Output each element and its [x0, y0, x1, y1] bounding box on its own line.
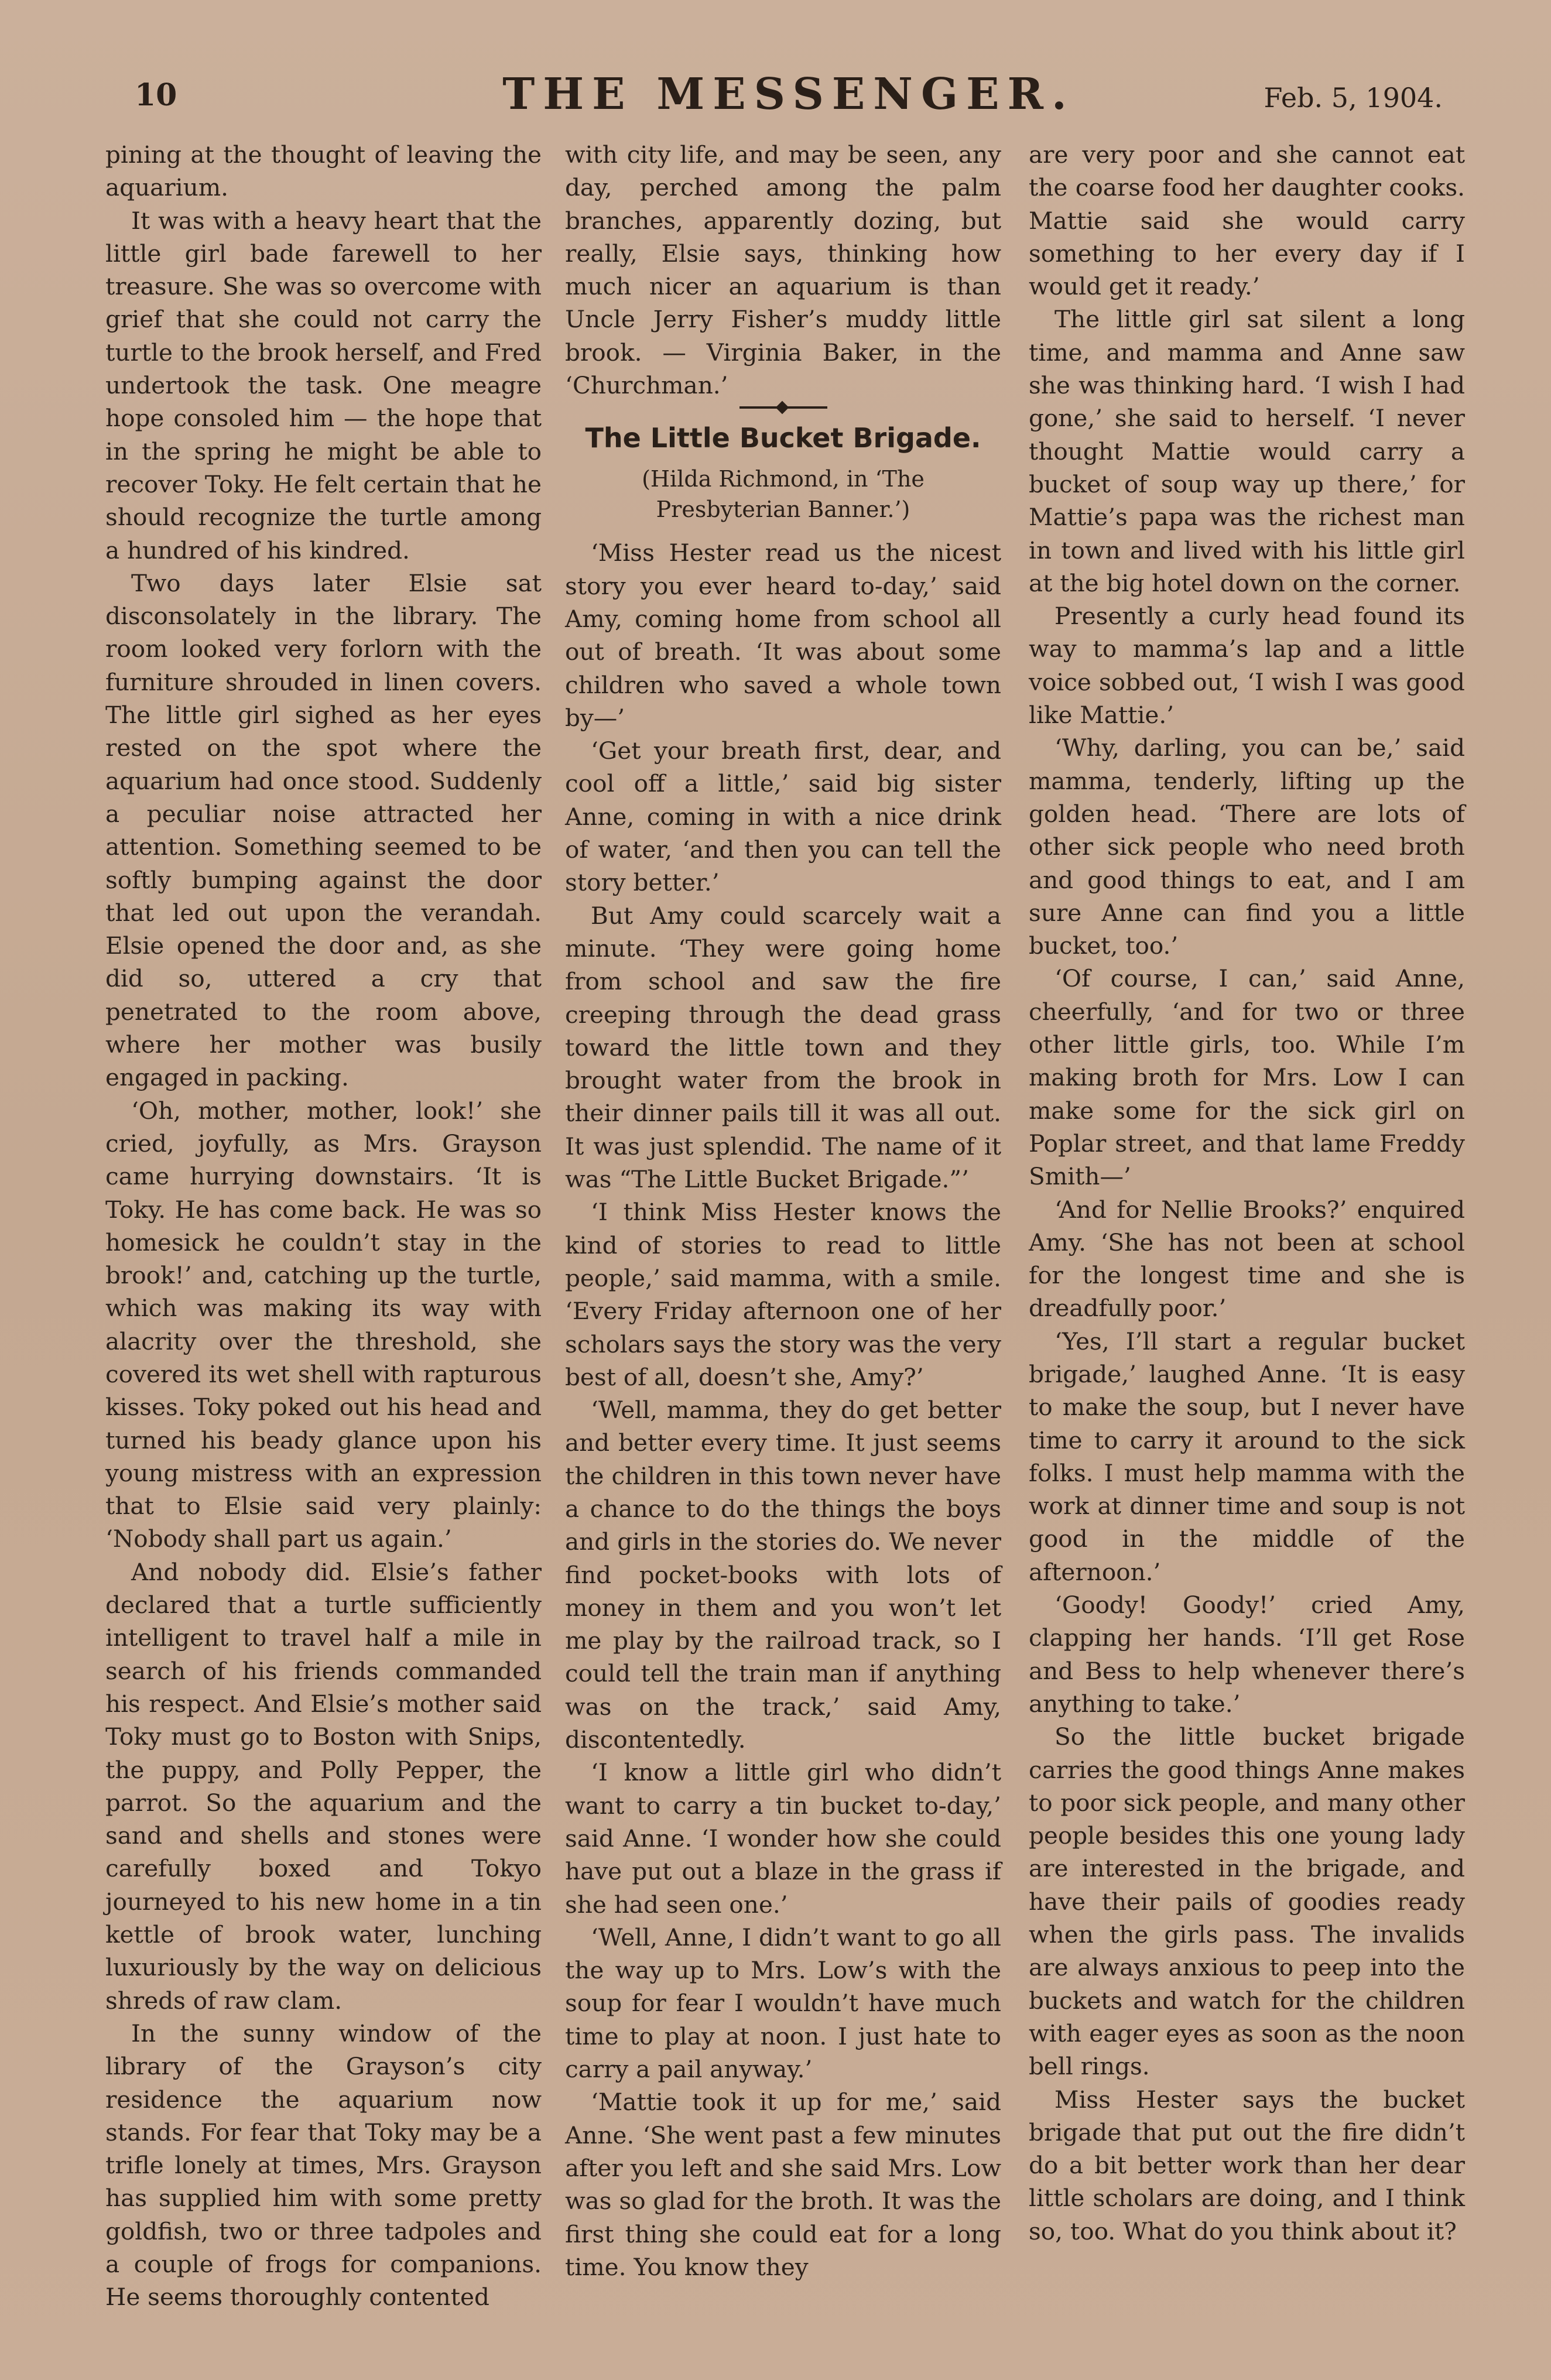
paragraph: ‘Of course, I can,’ said Anne, cheerfully, ‘and for two or three other little girls, too. While I’m making broth for Mrs. Low I can make some for the sick girl on Poplar street, and that lame Freddy Smith—’: [1029, 964, 1465, 1191]
article-title: The Little Bucket Brigade.: [585, 422, 981, 454]
paragraph: ‘Oh, mother, mother, look!’ she cried, joyfully, as Mrs. Grayson came hurrying downstairs. ‘It is Toky. He has come back. He was so homesick he couldn’t stay in the brook!’ and, catching up the turtle, which was making its way with alacrity over the threshold, she covered its wet shell with rapturous kisses. Toky poked out his head and turned his beady glance upon his young mistress with an expression that to Elsie said very plainly: ‘Nobody shall part us again.’: [105, 1096, 542, 1553]
masthead-title: THE MESSENGER.: [502, 69, 1075, 119]
paragraph: ‘Yes, I’ll start a regular bucket brigade,’ laughed Anne. ‘It is easy to make the soup, but I never have time to carry it around to the sick folks. I must help mamma with the work at dinner time and soup is not good in the middle of the afternoon.’: [1029, 1327, 1465, 1586]
column-1: [105, 138, 542, 2314]
paragraph: ‘Mattie took it up for me,’ said Anne. ‘She went past a few minutes after you left and she said Mrs. Low was so glad for the broth. It was the first thing she could eat for a long time. You know they: [565, 2088, 1001, 2281]
paragraph: ‘Well, Anne, I didn’t want to go all the way up to Mrs. Low’s with the soup for fear I wouldn’t have much time to play at noon. I just hate to carry a pail anyway.’: [565, 1923, 1001, 2084]
column-3: [1029, 138, 1465, 2248]
paragraph: In the sunny window of the library of the Grayson’s city residence the aquarium now stands. For fear that Toky may be a trifle lonely at times, Mrs. Grayson has supplied him with some pretty goldfish, two or three tadpoles and a couple of frogs for companions. He seems thoroughly contented: [105, 2019, 542, 2311]
paragraph: are very poor and she cannot eat the coarse food her daughter cooks. Mattie said she would carry something to her every day if I would get it ready.’: [1029, 141, 1465, 301]
paragraph: ‘I know a little girl who didn’t want to carry a tin bucket to-day,’ said Anne. ‘I wonder how she could have put out a blaze in the grass if she had seen one.’: [565, 1758, 1001, 1919]
paragraph: ‘Why, darling, you can be,’ said mamma, tenderly, lifting up the golden head. ‘There are lots of other sick people who need broth and good things to eat, and I am sure Anne can find you a little bucket, too.’: [1029, 734, 1465, 960]
article-byline: (Hilda Richmond, in ‘The Presbyterian Banner.’): [642, 466, 925, 523]
paragraph: ‘Miss Hester read us the nicest story you ever heard to-day,’ said Amy, coming home from school all out of breath. ‘It was about some children who saved a whole town by—’: [565, 539, 1001, 732]
page-header: [135, 69, 1443, 125]
paragraph: Miss Hester says the bucket brigade that put out the fire didn’t do a bit better work than her dear little scholars are doing, and I think so, too. What do you think about it?: [1029, 2085, 1465, 2245]
paragraph: ‘I think Miss Hester knows the kind of stories to read to little people,’ said mamma, with a smile. ‘Every Friday afternoon one of her scholars says the story was the very best of all, doesn’t she, Amy?’: [565, 1198, 1001, 1391]
paragraph: Presently a curly head found its way to mamma’s lap and a little voice sobbed out, ‘I wish I was good like Mattie.’: [1029, 602, 1465, 730]
paragraph: The little girl sat silent a long time, and mamma and Anne saw she was thinking hard. ‘I wish I had gone,’ she said to herself. ‘I never thought Mattie would carry a bucket of soup way up there,’ for Mattie’s papa was the richest man in town and lived with his little girl at the big hotel down on the corner.: [1029, 305, 1465, 597]
paragraph: So the little bucket brigade carries the good things Anne makes to poor sick people, and many other people besides this one young lady are interested in the brigade, and have their pails of goodies ready when the girls pass. The invalids are always anxious to peep into the buckets and watch for the children with eager eyes as soon as the noon bell rings.: [1029, 1722, 1465, 2081]
paragraph: ‘Get your breath first, dear, and cool off a little,’ said big sister Anne, coming in with a nice drink of water, ‘and then you can tell the story better.’: [565, 737, 1001, 897]
paragraph: Two days later Elsie sat disconsolately in the library. The room looked very forlorn with the furniture shrouded in linen covers. The little girl sighed as her eyes rested on the spot where the aquarium had once stood. Suddenly a peculiar noise attracted her attention. Something seemed to be softly bumping against the door that led out upon the verandah. Elsie opened the door and, as she did so, uttered a cry that penetrated to the room above, where her mother was busily engaged in packing.: [105, 569, 542, 1092]
paragraph: ‘Well, mamma, they do get better and better every time. It just seems the children in this town never have a chance to do the things the boys and girls in the stories do. We never find pocket-books with lots of money in them and you won’t let me play by the railroad track, so I could tell the train man if anything was on the track,’ said Amy, discontentedly.: [565, 1396, 1001, 1754]
paragraph: And nobody did. Elsie’s father declared that a turtle sufficiently intelligent to travel half a mile in search of his friends commanded his respect. And Elsie’s mother said Toky must go to Boston with Snips, the puppy, and Polly Pepper, the parrot. So the aquarium and the sand and shells and stones were carefully boxed and Tokyo journeyed to his new home in a tin kettle of brook water, lunching luxuriously by the way on delicious shreds of raw clam.: [105, 1557, 542, 2015]
column-2: [565, 138, 1001, 2283]
paragraph: But Amy could scarcely wait a minute. ‘They were going home from school and saw the fire creeping through the dead grass toward the little town and they brought water from the brook in their dinner pails till it was all out. It was just splendid. The name of it was “The Little Bucket Brigade.”’: [565, 901, 1001, 1194]
issue-date: Feb. 5, 1904.: [1264, 82, 1443, 114]
paragraph: ‘And for Nellie Brooks?’ enquired Amy. ‘She has not been at school for the longest time and she is dreadfully poor.’: [1029, 1195, 1465, 1323]
page-number: 10: [135, 77, 177, 113]
article-divider: [739, 406, 827, 409]
paragraph: ‘Goody! Goody!’ cried Amy, clapping her hands. ‘I’ll get Rose and Bess to help whenever there’s anything to take.’: [1029, 1591, 1465, 1718]
paragraph: pining at the thought of leaving the aquarium.: [105, 141, 542, 202]
paragraph: It was with a heavy heart that the little girl bade farewell to her treasure. She was so overcome with grief that she could not carry the turtle to the brook herself, and Fred undertook the task. One meagre hope consoled him — the hope that in the spring he might be able to recover Toky. He felt certain that he should recognize the turtle among a hundred of his kindred.: [105, 206, 542, 564]
paragraph: with city life, and may be seen, any day, perched among the palm branches, apparently dozing, but really, Elsie says, thinking how much nicer an aquarium is than Uncle Jerry Fisher’s muddy little brook. — Virginia Baker, in the ‘Churchman.’: [565, 141, 1001, 400]
